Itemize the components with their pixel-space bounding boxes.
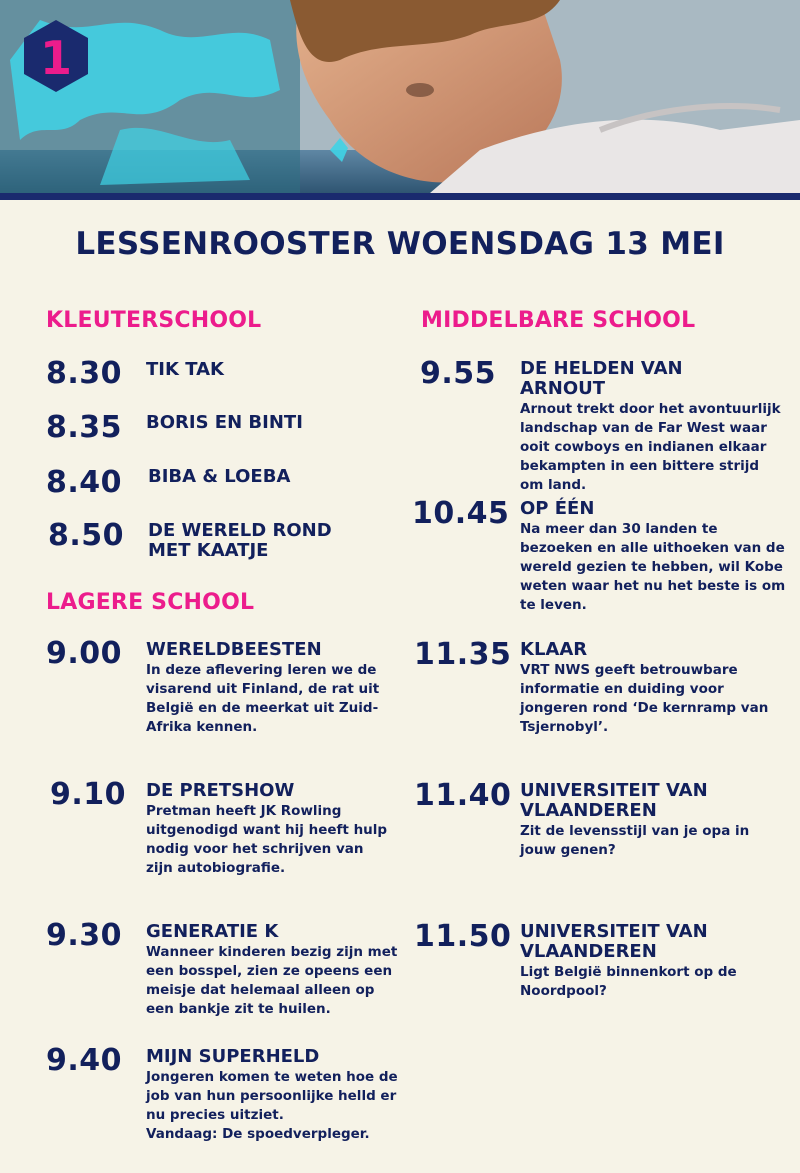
- program-time: 8.30: [46, 356, 123, 391]
- program-time: 8.40: [46, 465, 123, 500]
- program-title: TIK TAK: [146, 359, 224, 380]
- program-title: DE HELDEN VAN: [520, 358, 683, 379]
- program-title: UNIVERSITEIT VAN: [520, 780, 708, 801]
- program-title: VLAANDEREN: [520, 800, 657, 821]
- program-time: 11.50: [414, 919, 512, 954]
- program-title: DE PRETSHOW: [146, 780, 295, 801]
- program-title: VLAANDEREN: [520, 941, 657, 962]
- program-title: MET KAATJE: [148, 540, 269, 561]
- program-description: Wanneer kinderen bezig zijn met een bosspel, zien ze opeens een meisje dat helemaal alleen op een bankje zit te huilen.: [146, 944, 398, 1017]
- program-description: Na meer dan 30 landen te bezoeken en alle uithoeken van de wereld gezien te hebben, wil Kobe weten waar het nu het beste is om te leven.: [520, 521, 786, 613]
- program-time: 11.40: [414, 778, 512, 813]
- program-time: 9.30: [46, 918, 123, 953]
- program-title: BORIS EN BINTI: [146, 412, 303, 433]
- page-title: LESSENROOSTER WOENSDAG 13 MEI: [75, 226, 725, 262]
- section-kleuterschool: KLEUTERSCHOOL: [46, 308, 262, 333]
- program-description: Arnout trekt door het avontuurlijk landschap van de Far West waar ooit cowboys en indianen elkaar bekampten in een bittere strijd om land.: [520, 401, 781, 493]
- header-photo-illustration: [0, 0, 800, 193]
- section-lagere-school: LAGERE SCHOOL: [46, 590, 255, 615]
- program-description: Pretman heeft JK Rowling uitgenodigd want hij heeft hulp nodig voor het schrijven van zijn autobiografie.: [146, 803, 388, 876]
- header-photo: [0, 0, 800, 193]
- program-time: 9.10: [50, 777, 127, 812]
- program-description: VRT NWS geeft betrouwbare informatie en duiding voor jongeren rond ‘De kernramp van Tsjernobyl’.: [520, 662, 769, 735]
- program-title: DE WERELD ROND: [148, 520, 332, 541]
- een-logo-icon: [22, 18, 90, 94]
- svg-text:1: 1: [39, 31, 73, 85]
- program-time: 11.35: [414, 637, 512, 672]
- program-description: Jongeren komen te weten hoe de job van hun persoonlijke helld er nu precies uitziet. Vandaag: De spoedverpleger.: [146, 1069, 398, 1142]
- program-title: ARNOUT: [520, 378, 606, 399]
- program-title: KLAAR: [520, 639, 588, 660]
- section-middelbare-school: MIDDELBARE SCHOOL: [421, 308, 696, 333]
- program-time: 10.45: [412, 496, 510, 531]
- program-time: 9.40: [46, 1043, 123, 1078]
- program-time: 8.35: [46, 410, 123, 445]
- program-title: BIBA & LOEBA: [148, 466, 291, 487]
- program-time: 9.00: [46, 636, 123, 671]
- program-title: WERELDBEESTEN: [146, 639, 322, 660]
- program-time: 8.50: [48, 518, 125, 553]
- program-description: Ligt België binnenkort op de Noordpool?: [520, 964, 737, 999]
- header-divider: [0, 193, 800, 200]
- program-title: OP ÉÉN: [520, 498, 595, 519]
- program-description: In deze aflevering leren we de visarend uit Finland, de rat uit België en de meerkat uit Zuid- Afrika kennen.: [146, 662, 380, 735]
- program-description: Zit de levensstijl van je opa in jouw genen?: [520, 823, 750, 858]
- program-time: 9.55: [420, 356, 497, 391]
- program-title: UNIVERSITEIT VAN: [520, 921, 708, 942]
- program-title: MIJN SUPERHELD: [146, 1046, 320, 1067]
- program-title: GENERATIE K: [146, 921, 279, 942]
